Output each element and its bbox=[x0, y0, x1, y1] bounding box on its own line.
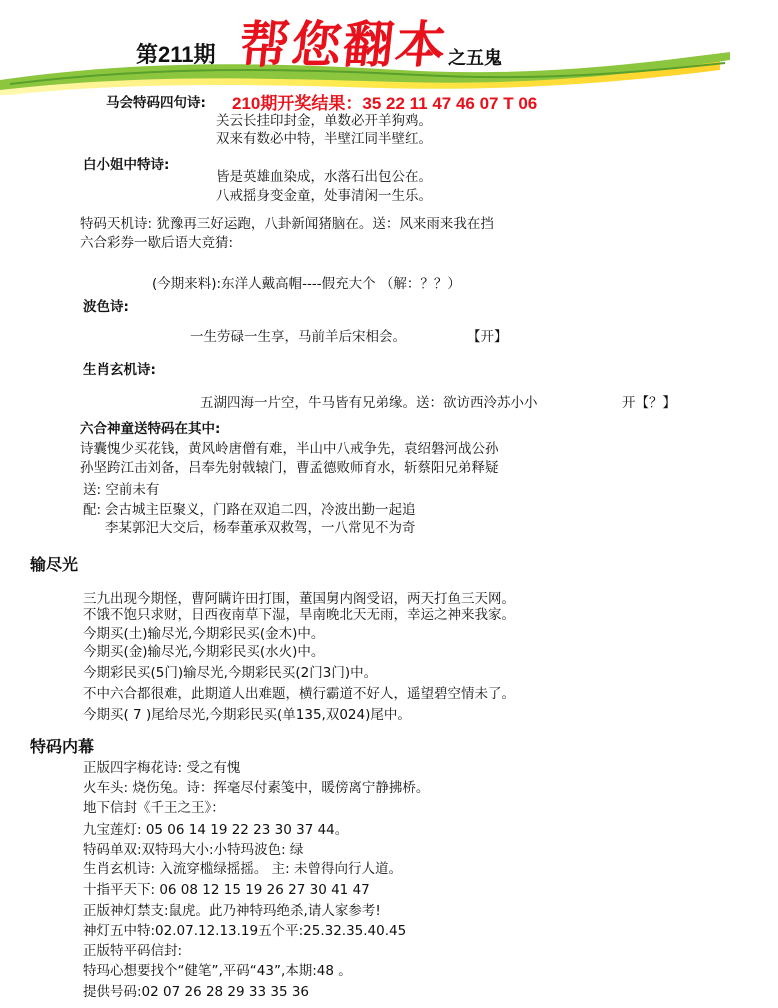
poem4-label: 马会特码四句诗: bbox=[106, 95, 206, 111]
lose-line-3: 今期买(土)输尽光,今期彩民买(金木)中。 bbox=[83, 626, 325, 642]
inside-line-3: 地下信封《千王之王》： bbox=[83, 800, 225, 816]
poem4-line-2: 双来有数必中特，半壁江同半壁红。 bbox=[216, 131, 432, 147]
miss-line-2: 八戒摇身变金童，处事清闲一生乐。 bbox=[216, 188, 432, 204]
header-banner bbox=[0, 0, 778, 95]
inside-line-10: 正版特平码信封: bbox=[83, 943, 183, 959]
zodiac-label: 生肖玄机诗: bbox=[83, 362, 156, 378]
tianji-line: 特码天机诗: 犹豫再三好运跑，八卦新闻猪脑在。送：风来雨来我在挡 bbox=[80, 216, 494, 232]
color-label: 波色诗: bbox=[83, 299, 129, 315]
lose-line-6: 不中六合都很难，此期道人出难题，横行霸道不好人，遥望碧空情未了。 bbox=[83, 686, 515, 702]
riddle-label: 六合彩券一歇后语大竞猜: bbox=[80, 235, 234, 251]
lose-line-5: 今期彩民买(5门)输尽光,今期彩民买(2门3门)中。 bbox=[83, 665, 378, 681]
inside-line-12: 提供号码:02 07 26 28 29 33 35 36 bbox=[83, 984, 310, 1000]
inside-line-9: 神灯五中特:02.07.12.13.19五个平:25.32.35.40.45 bbox=[83, 923, 407, 939]
inside-line-11: 特玛心想要找个“健笔”,平码“43”,本期:48 。 bbox=[83, 963, 352, 979]
lose-line-1: 三九出现今期怪，曹阿瞒许田打围，董国舅内阁受诏，两天打鱼三天网。 bbox=[83, 591, 515, 607]
gift-pei-label: 配: bbox=[83, 502, 102, 518]
inside-line-2: 火车头: 烧伤兔。诗：挥毫尽付素笺中，暖傍离宁静拂桥。 bbox=[83, 780, 430, 796]
inside-line-1: 正版四字梅花诗: 受之有愧 bbox=[83, 760, 241, 776]
brand-title: 帮您翻本 bbox=[236, 15, 451, 74]
brand-suffix: 之五鬼 bbox=[448, 48, 502, 69]
inside-line-5: 特码单双:双特玛大小:小特玛波色: 绿 bbox=[83, 842, 304, 858]
issue-number: 第211期 bbox=[136, 42, 216, 67]
gift-label: 六合神童送特码在其中: bbox=[80, 421, 221, 437]
inside-line-6: 生肖玄机诗: 入流穿槛绿摇摇。 主: 未曾得向行人道。 bbox=[83, 861, 402, 877]
miss-line-1: 皆是英雄血染成，水落石出包公在。 bbox=[216, 169, 432, 185]
gift-song: 送: 空前未有 bbox=[83, 482, 160, 498]
gift-pei-line-1: 会古城主臣聚义，门路在双追二四，冷波出勤一起追 bbox=[105, 502, 416, 518]
inside-line-7: 十指平天下: 06 08 12 15 19 26 27 30 41 47 bbox=[83, 882, 370, 898]
inside-title: 特码内幕 bbox=[30, 737, 95, 756]
color-line: 一生劳碌一生享，马前羊后宋相会。 bbox=[190, 329, 406, 345]
riddle-line: (今期来料):东洋人戴高帽----假充大个 （解：？？） bbox=[152, 276, 461, 292]
gift-pei-line-2: 李某郭汜大交后，杨奉董承双救驾，一八常见不为奇 bbox=[105, 520, 416, 536]
inside-line-4: 九宝莲灯: 05 06 14 19 22 23 30 37 44。 bbox=[83, 822, 349, 838]
lose-line-7: 今期买( 7 )尾给尽光,今期彩民买(单135,双024)尾中。 bbox=[83, 707, 411, 723]
lose-title: 输尽光 bbox=[30, 555, 79, 574]
miss-label: 白小姐中特诗: bbox=[83, 157, 170, 173]
inside-line-8: 正版神灯禁支:鼠虎。此乃神特玛绝杀,请人家参考! bbox=[83, 903, 381, 919]
lose-line-2: 不饿不饱只求财，日西夜南草下湿，旱南晚北天无雨，幸运之神来我家。 bbox=[83, 607, 515, 623]
gift-line-1: 诗囊愧少买花钱，黄风岭唐僧有难，半山中八戒争先，袁绍磐河战公孙 bbox=[80, 441, 499, 457]
zodiac-line: 五湖四海一片空，牛马皆有兄弟缘。送：欲访西泠苏小小 bbox=[200, 395, 538, 411]
lose-line-4: 今期买(金)输尽光,今期彩民买(水火)中。 bbox=[83, 644, 325, 660]
color-open: 【开】 bbox=[467, 329, 508, 345]
poem4-line-1: 关云长挂印封金，单数必开羊狗鸡。 bbox=[216, 113, 432, 129]
draw-result: 210期开奖结果：35 22 11 47 46 07 T 06 bbox=[232, 94, 538, 113]
gift-line-2: 孙坚跨江击刘备，吕奉先射戟辕门，曹孟德败师育水，斩蔡阳兄弟释疑 bbox=[80, 460, 499, 476]
zodiac-open: 开【？】 bbox=[622, 395, 676, 411]
